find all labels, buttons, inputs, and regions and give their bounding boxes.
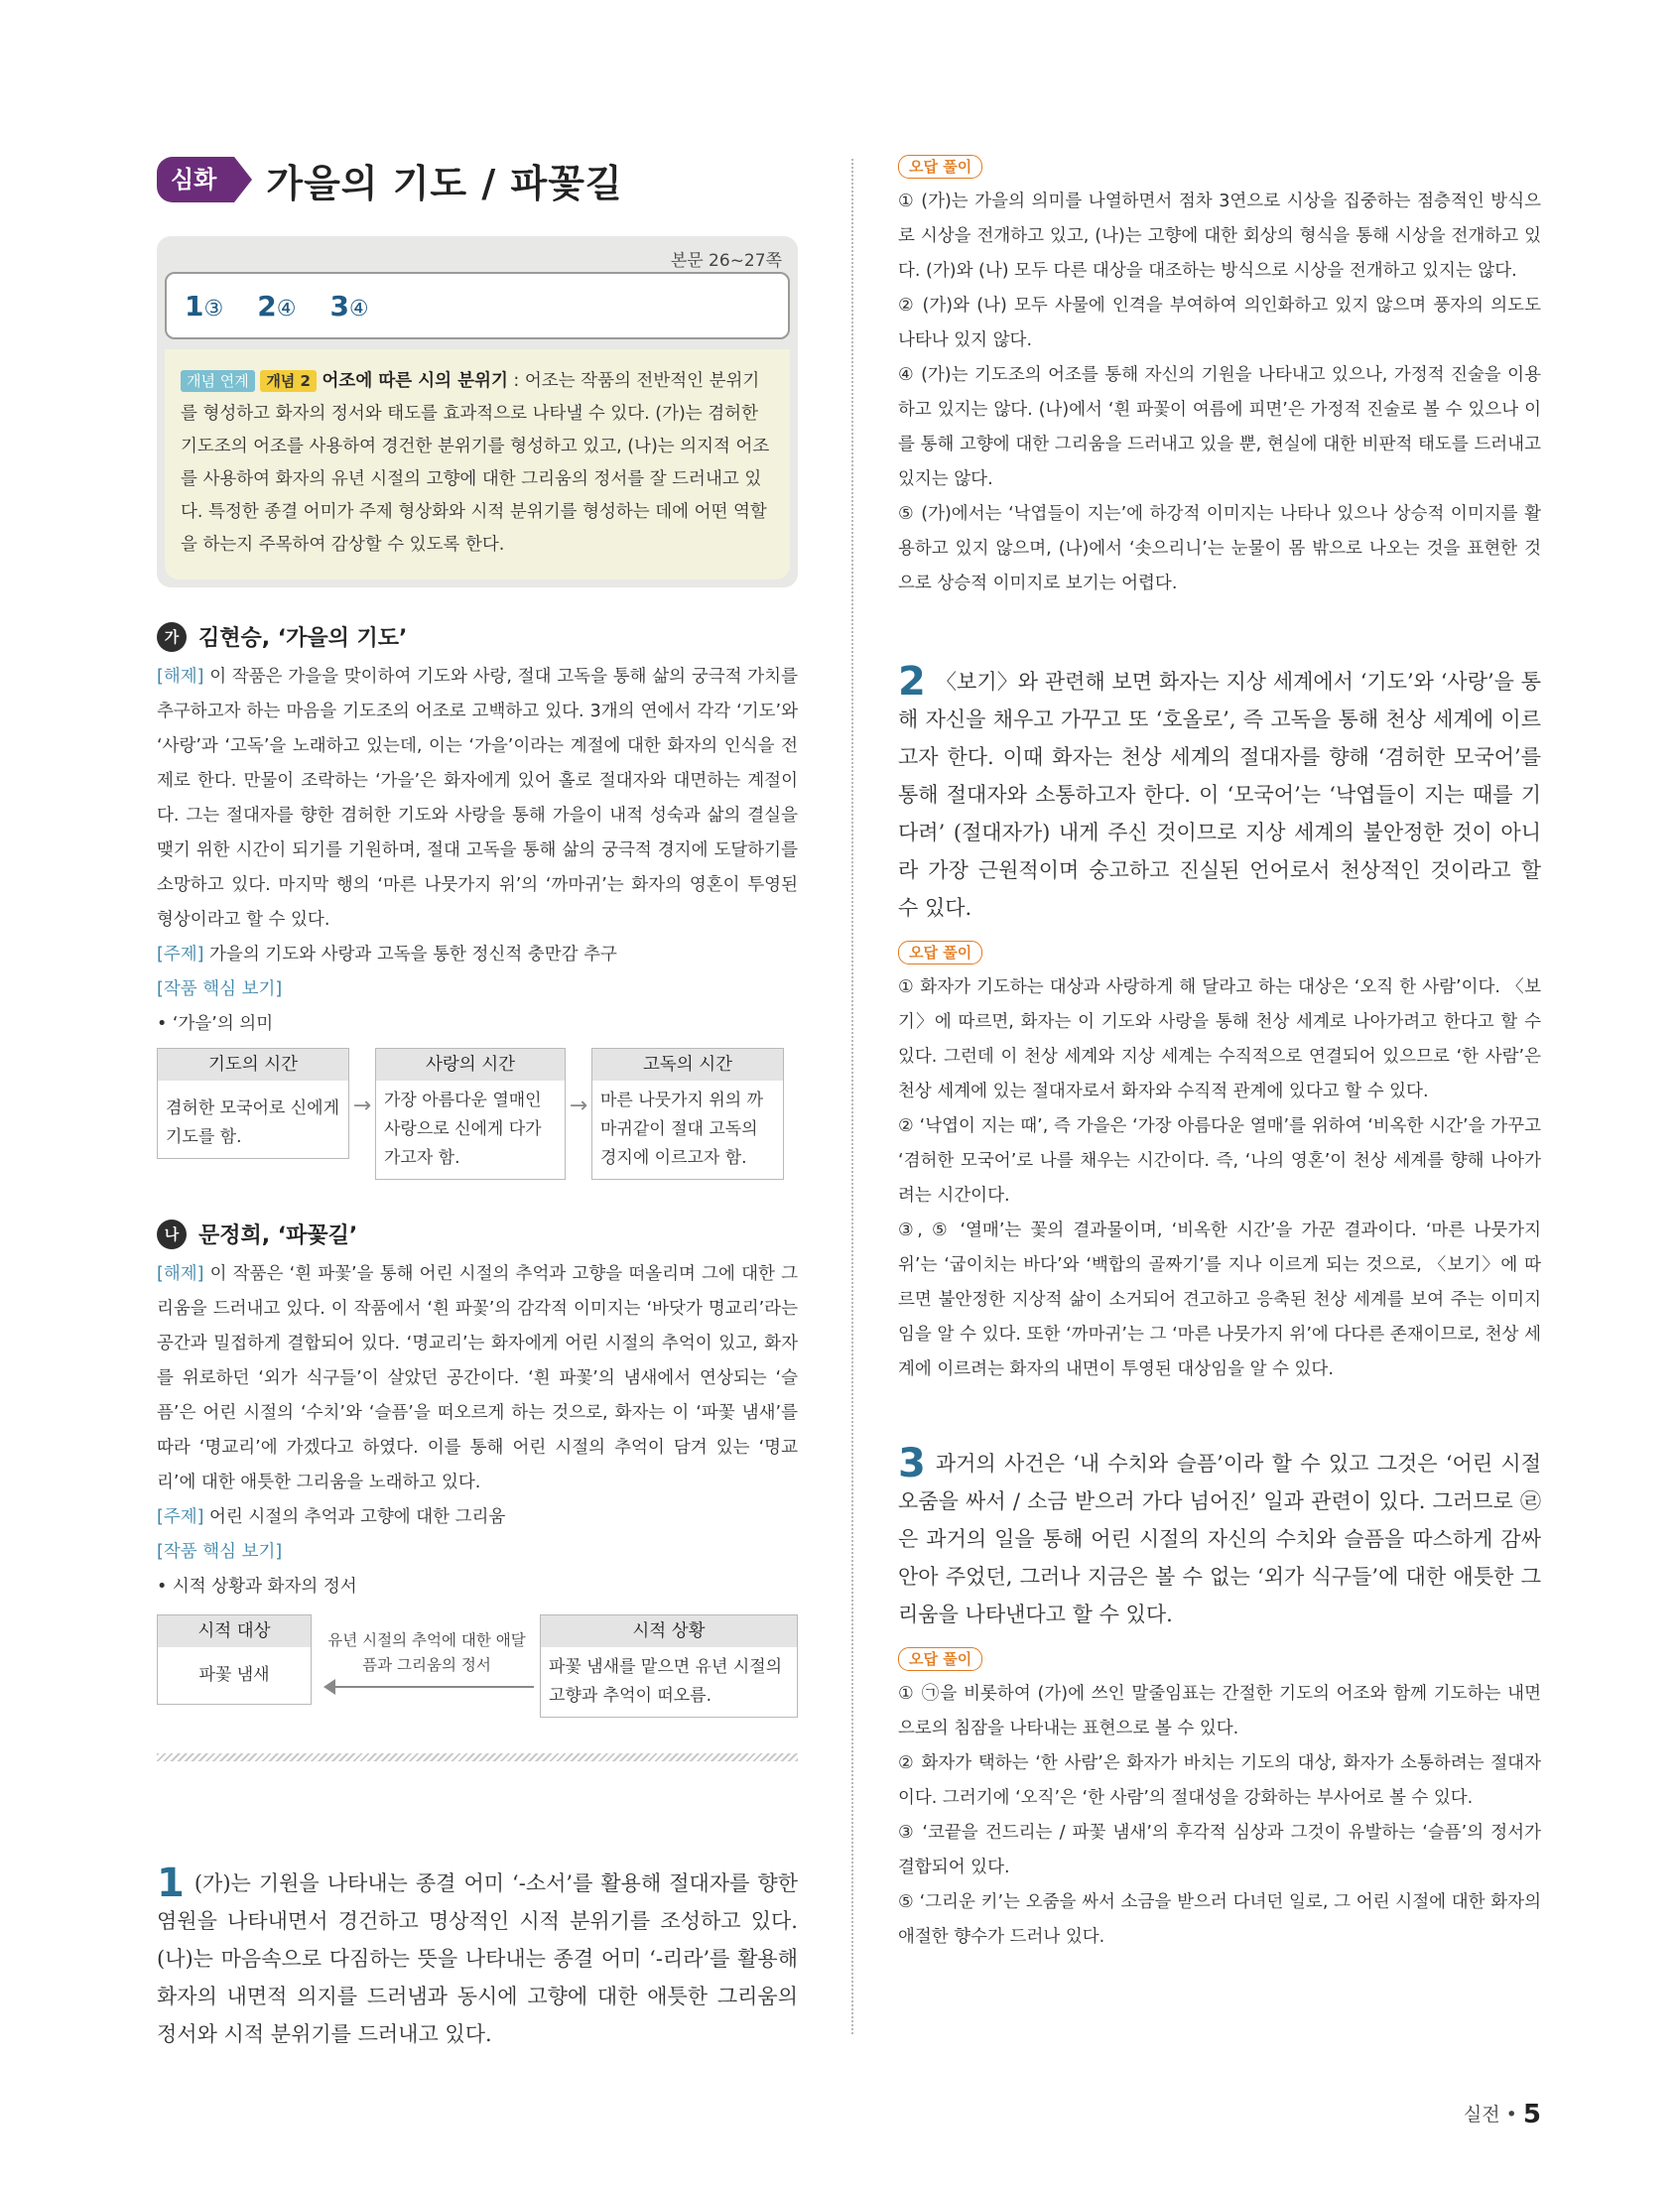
concept-box: [165, 349, 790, 579]
poem-a-title: 김현승, ‘가을의 기도’: [198, 626, 408, 651]
answer-panel: [157, 236, 798, 587]
arrow-left-icon: [325, 1686, 534, 1688]
diagram-box-body: 겸허한 모국어로 신에게 기도를 함.: [166, 1098, 340, 1147]
theme-text: 가을의 기도와 사랑과 고독을 통한 정신적 충만감 추구: [203, 945, 617, 965]
diagram-box-body: 가장 아름다운 열매인 사랑으로 신에게 다가가고자 함.: [384, 1091, 542, 1168]
wrong-answer-tag: 오답 풀이: [898, 155, 982, 179]
theme-label: [주제]: [157, 945, 204, 965]
question-text: 〈보기〉와 관련해 보면 화자는 지상 세계에서 ‘기도’와 ‘사랑’을 통해 자신을 채우고 가꾸고 또 ‘호올로’, 즉 고독을 통해 천상 세계에 이르고자 한다. 이때 화자는 천상 세계의 절대자를 향해 ‘겸허한 모국어’를 통해 절대자와 소통하고자 한다. 이 ‘모국어’는 ‘낙엽들이 지는 때를 기다려’ (절대자가) 내게 주신 것이므로 지상 세계의 불안정한 것이 아니라 가장 근원적이며 숭고하고 진실된 언어로서 천상적인 것이라고 할 수 있다.: [898, 670, 1541, 920]
answer-box: [165, 272, 790, 339]
question-1-wrong-explanation: ① (가)는 가을의 의미를 나열하면서 점차 3연으로 시상을 집중하는 점층적인 방식으로 시상을 전개하고 있고, (나)는 고향에 대한 회상의 형식을 통해 시상을 전개하고 있다. (가)와 (나) 모두 다른 대상을 대조하는 방식으로 시상을 전개하고 있지는 않다. ② (가)와 (나) 모두 사물에 인격을 부여하여 의인화하고 있지 않으며 풍자의 의도도 나타나 있지 않다. ④ (가)는 기도조의 어조를 통해 자신의 기원을 나타내고 있으나, 가정적 진술을 이용하고 있지는 않다. (나)에서 ‘흰 파꽃이 여름에 피면’은 가정적 진술로 볼 수 있으나 이를 통해 고향에 대한 그리움을 드러내고 있을 뿐, 현실에 대한 비판적 태도를 드러내고 있지는 않다. ⑤ (가)에서는 ‘낙엽들이 지는’에 하강적 이미지는 나타나 있으나 상승적 이미지를 활용하고 있지 않으며, (나)에서 ‘솟으리니’는 눈물이 몸 밖으로 나오는 것을 표현한 것으로 상승적 이미지로 보기는 어렵다.: [898, 192, 1541, 593]
chevron-right-icon: →: [569, 1094, 588, 1118]
poem-b-marker: 나: [157, 1220, 187, 1249]
question-number: 2: [898, 659, 926, 705]
question-2-wrong-block: [898, 941, 1541, 1387]
title-row: [157, 149, 798, 210]
concept-text: : 어조는 작품의 전반적인 분위기를 형성하고 화자의 정서와 태도를 효과적으로 나타낼 수 있다. (가)는 겸허한 기도조의 어조를 사용하여 경건한 분위기를 형성하고 있고, (나)는 의지적 어조를 사용하여 화자의 유년 시절의 고향에 대한 그리움의 정서를 잘 드러내고 있다. 특정한 종결 어미가 주제 형상화와 시적 분위기를 형성하는 데에 어떤 역할을 하는지 주목하여 감상할 수 있도록 한다.: [181, 371, 770, 555]
question-text: (가)는 기원을 나타내는 종결 어미 ‘-소서’를 활용해 절대자를 향한 염원을 나타내면서 경건하고 명상적인 시적 분위기를 조성하고 있다. (나)는 마음속으로 다짐하는 뜻을 나타내는 종결 어미 ‘-리라’를 활용해 화자의 내면적 의지를 드러냄과 동시에 고향에 대한 애틋한 그리움의 정서와 시적 분위기를 드러내고 있다.: [157, 1871, 798, 2046]
concept-link-tag: 개념 연계: [181, 370, 255, 392]
page-number: 5: [1522, 2100, 1541, 2129]
concept-number-tag: 개념 2: [260, 370, 317, 392]
diagram-box-head: 고독의 시간: [592, 1049, 783, 1081]
poem-b-heading: [157, 1219, 798, 1249]
deep-badge: 심화: [157, 157, 234, 202]
chevron-right-icon: →: [352, 1094, 372, 1118]
poem-b-diagram: [157, 1614, 798, 1718]
footer-label: 실전: [1463, 2104, 1500, 2125]
answer-1: 1③: [185, 289, 224, 322]
wrong-answer-tag: 오답 풀이: [898, 1647, 982, 1671]
theme-text: 어린 시절의 추억과 고향에 대한 그리움: [203, 1507, 506, 1527]
question-number: 1: [157, 1861, 185, 1906]
haeje-text: 이 작품은 ‘흰 파꽃’을 통해 어린 시절의 추억과 고향을 떠올리며 그에 대한 그리움을 드러내고 있다. 이 작품에서 ‘흰 파꽃’의 감각적 이미지는 ‘바닷가 명교리’라는 공간과 밀접하게 결합되어 있다. ‘명교리’는 화자에게 어린 시절의 추억이 있고, 화자를 위로하던 ‘외가 식구들’이 살았던 공간이다. ‘흰 파꽃’의 냄새에서 연상되는 ‘슬픔’은 어린 시절의 ‘수치’와 ‘슬픔’을 떠오르게 하는 것으로, 화자는 이 ‘파꽃 냄새’를 따라 ‘명교리’에 가겠다고 하였다. 이를 통해 어린 시절의 추억이 담겨 있는 ‘명교리’에 대한 애틋한 그리움을 노래하고 있다.: [157, 1264, 798, 1492]
hatched-divider: [157, 1753, 798, 1761]
diagram-box-head: 사랑의 시간: [376, 1049, 565, 1081]
poem-a-commentary: [157, 660, 798, 1007]
diagram-box-prayer: [157, 1048, 349, 1159]
right-column: [898, 155, 1541, 1955]
diagram-box-head: 기도의 시간: [158, 1049, 348, 1081]
haeje-text: 이 작품은 가을을 맞이하여 기도와 사랑, 절대 고독을 통해 삶의 궁극적 가치를 추구하고자 하는 마음을 기도조의 어조로 고백하고 있다. 3개의 연에서 각각 ‘기도’와 ‘사랑’과 ‘고독’을 노래하고 있는데, 이는 ‘가을’이라는 계절에 대한 화자의 인식을 전제로 한다. 만물이 조락하는 ‘가을’은 화자에게 있어 홀로 절대자와 대면하는 계절이다. 그는 절대자를 향한 겸허한 기도와 사랑을 통해 가을이 내적 성숙과 삶의 결실을 맺기 위한 시간이 되기를 기원하며, 절대 고독을 통해 삶의 궁극적 경지에 도달하기를 소망하고 있다. 마지막 행의 ‘마른 나뭇가지 위’의 ‘까마귀’는 화자의 영혼이 투영된 형상이라고 할 수 있다.: [157, 667, 798, 930]
theme-label: [주제]: [157, 1507, 204, 1527]
haeje-label: [해제]: [157, 1264, 204, 1284]
core-label: [작품 핵심 보기]: [157, 979, 283, 999]
poem-a-heading: [157, 621, 798, 652]
question-3-explanation: [898, 1441, 1541, 1633]
question-number: 3: [898, 1441, 926, 1486]
diagram-box-head: 시적 상황: [541, 1615, 797, 1647]
answer-2: 2④: [257, 289, 297, 322]
question-text: 과거의 사건은 ‘내 수치와 슬픔’이라 할 수 있고 그것은 ‘어린 시절 오줌을 싸서 / 소금 받으러 가다 넘어진’ 일과 관련이 있다. 그러므로 ㉣은 과거의 일을 통해 어린 시절의 자신의 수치와 슬픔을 따스하게 감싸 안아 주었던, 그러나 지금은 볼 수 없는 ‘외가 식구들’에 대한 애틋한 그리움을 나타낸다고 할 수 있다.: [898, 1452, 1541, 1626]
diagram-box-solitude: [591, 1048, 784, 1180]
poem-a-bullet: • ‘가을’의 의미: [157, 1014, 274, 1034]
page-footer: 실전 • 5: [1463, 2100, 1541, 2129]
question-2-wrong-explanation: ① 화자가 기도하는 대상과 사랑하게 해 달라고 하는 대상은 ‘오직 한 사람’이다. 〈보기〉에 따르면, 화자는 이 기도와 사랑을 통해 천상 세계로 나아가려고 한다고 할 수 있다. 그런데 이 천상 세계와 지상 세계는 수직적으로 연결되어 있으므로 ‘한 사람’은 천상 세계에 있는 절대자로서 화자와 수직적 관계에 있다고 할 수 있다. ② ‘낙엽이 지는 때’, 즉 가을은 ‘가장 아름다운 열매’를 위하여 ‘비옥한 시간’을 가꾸고 ‘겸허한 모국어’로 나를 채우는 시간이다. 즉, ‘나의 영혼’이 천상 세계를 향해 나아가려는 시간이다. ③, ⑤ ‘열매’는 꽃의 결과물이며, ‘비옥한 시간’을 가꾼 결과이다. ‘마른 나뭇가지 위’는 ‘굽이치는 바다’와 ‘백합의 골짜기’를 지나 이르게 되는 것으로, 〈보기〉에 따르면 불안정한 지상적 삶이 소거되어 견고하고 응축된 천상 세계를 보여 주는 이미지임을 알 수 있다. 또한 ‘까마귀’는 그 ‘마른 나뭇가지 위’에 다다른 존재이므로, 천상 세계에 이르려는 화자의 내면이 투영된 대상임을 알 수 있다.: [898, 977, 1541, 1379]
question-3-wrong-block: [898, 1647, 1541, 1955]
wrong-answer-tag: 오답 풀이: [898, 941, 982, 965]
question-1-explanation: [157, 1861, 798, 2053]
diagram-box-head: 시적 대상: [158, 1615, 311, 1647]
poem-b-commentary: [157, 1257, 798, 1570]
question-3-wrong-explanation: ① ㉠을 비롯하여 (가)에 쓰인 말줄임표는 간절한 기도의 어조와 함께 기도하는 내면으로의 침잠을 나타내는 표현으로 볼 수 있다. ② 화자가 택하는 ‘한 사람’은 화자가 바치는 기도의 대상, 화자가 소통하려는 절대자이다. 그러기에 ‘오직’은 ‘한 사람’의 절대성을 강화하는 부사어로 볼 수 있다. ③ ‘코끝을 건드리는 / 파꽃 냄새’의 후각적 심상과 그것이 유발하는 ‘슬픔’의 정서가 결합되어 있다. ⑤ ‘그리운 키’는 오줌을 싸서 소금을 받으러 다녀던 일로, 그 어린 시절에 대한 화자의 애절한 향수가 드러나 있다.: [898, 1684, 1541, 1947]
diagram-box-object: [157, 1614, 312, 1705]
answer-3: 3④: [329, 289, 369, 322]
poem-b-title: 문정희, ‘파꽃길’: [198, 1223, 358, 1248]
diagram-box-body: 마른 나뭇가지 위의 까마귀같이 절대 고독의 경지에 이르고자 함.: [600, 1091, 764, 1168]
poem-a-diagram: [157, 1048, 798, 1175]
diagram-emotion-label: 유년 시절의 추억에 대한 애달픔과 그리움의 정서: [327, 1631, 526, 1674]
page-reference: 본문 26~27쪽: [670, 251, 782, 271]
concept-heading: 어조에 따른 시의 분위기: [322, 371, 508, 391]
page-title: 가을의 기도 / 파꽃길: [266, 161, 623, 205]
diagram-box-body: 파꽃 냄새: [198, 1665, 270, 1685]
left-column: [157, 149, 798, 2053]
poem-b-bullet: • 시적 상황과 화자의 정서: [157, 1577, 357, 1597]
haeje-label: [해제]: [157, 667, 204, 687]
diagram-box-body: 파꽃 냄새를 맡으면 유년 시절의 고향과 추억이 떠오름.: [549, 1657, 783, 1706]
poem-a-marker: 가: [157, 622, 187, 652]
core-label: [작품 핵심 보기]: [157, 1542, 283, 1562]
column-divider: [851, 159, 853, 2034]
diagram-box-love: [375, 1048, 566, 1180]
question-2-explanation: [898, 659, 1541, 927]
diagram-box-situation: [540, 1614, 798, 1718]
